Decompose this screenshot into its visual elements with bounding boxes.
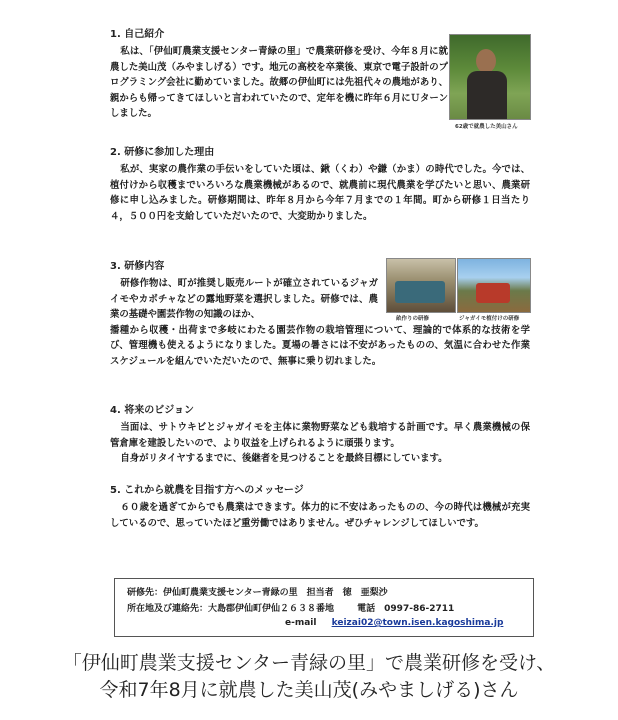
contact-address-row [127, 601, 454, 614]
section-future-vision [110, 404, 530, 467]
image-caption [0, 650, 618, 704]
contact-phone: 電話 0997-86-2711 [357, 604, 455, 614]
section-heading: 1. 自己紹介 [110, 29, 165, 40]
contact-training-site: 研修先：伊仙町農業支援センター青緑の里 担当者 徳 亜梨沙 [127, 588, 388, 598]
contact-email-row [285, 618, 503, 628]
portrait-caption: 62歳で就農した美山さん [455, 124, 518, 130]
section-paragraph: 私が、実家の農作業の手伝いをしていた頃は、鍬（くわ）や鎌（かま）の時代でした。今では、植付けから収穫までいろいろな農業機械があるので、就農前に現代農業を学びたいと思い、農業研修に申し込みました。研修期間は、昨年８月から今年７月までの１年間。町から研修１日当たり４，５００円を支給していただいたので、大変助かりました。 [110, 164, 530, 222]
section-reason [110, 146, 530, 224]
caption-line-2: 令和7年8月に就農した美山茂(みやましげる)さん [99, 679, 519, 701]
section-paragraph: 研修作物は、町が推奨し販売ルートが確立されているジャガイモやカボチャなどの露地野菜を選択しました。研修では、農業の基礎や園芸作物の知識のほか、 [110, 278, 378, 321]
section-heading: 5. これから就農を目指す方へのメッセージ [110, 485, 304, 496]
farmer-portrait-photo [449, 34, 531, 120]
section-heading: 4. 将来のビジョン [110, 405, 195, 416]
section-heading: 2. 研修に参加した理由 [110, 147, 215, 158]
caption-line-1: 「伊仙町農業支援センター青緑の里」で農業研修を受け、 [62, 652, 556, 674]
section-paragraph: 自身がリタイヤするまでに、後継者を見つけることを最終目標にしています。 [120, 453, 448, 465]
training-photo-1-caption: 畝作りの研修 [396, 316, 430, 322]
training-photo-2 [457, 258, 531, 313]
section-heading: 3. 研修内容 [110, 261, 165, 272]
section-paragraph: 私は、「伊仙町農業支援センター青緑の里」で農業研修を受け、今年８月に就農した美山茂（みやましげる）です。地元の高校を卒業後、東京で電子設計のプログラミング会社に勤めていました。故郷の伊仙町には先祖代々の農地があり、親からも帰ってきてほしいと言われていたので、定年を機に昨年６月にＵターンしました。 [110, 46, 448, 120]
contact-box [114, 578, 534, 637]
section-paragraph: ６０歳を過ぎてからでも農業はできます。体力的に不安はあったものの、今の時代は機械が充実しているので、思っていたほど重労働ではありません。ぜひチャレンジしてほしいです。 [110, 502, 530, 529]
section-paragraph: 播種から収穫・出荷まで多岐にわたる園芸作物の栽培管理について、理論的で体系的な技術を学び、管理機も使えるようになりました。夏場の暑さには不安があったものの、気温に合わせた作業スケジュールを組んでいただいたので、無事に乗り切れました。 [110, 324, 530, 367]
training-photo-1 [386, 258, 456, 313]
section-message [110, 484, 530, 531]
email-link[interactable]: keizai02@town.isen.kagoshima.jp [331, 618, 504, 628]
email-label: e-mail [285, 618, 317, 628]
section-paragraph: 当面は、サトウキビとジャガイモを主体に業物野菜なども栽培する計画です。早く農業機械の保管倉庫を建設したいので、より収益を上げられるように頑張ります。 [110, 422, 530, 449]
contact-address: 所在地及び連絡先：大島郡伊仙町伊仙２６３８番地 [127, 604, 335, 614]
training-photo-2-caption: ジャガイモ植付けの研修 [459, 316, 520, 322]
